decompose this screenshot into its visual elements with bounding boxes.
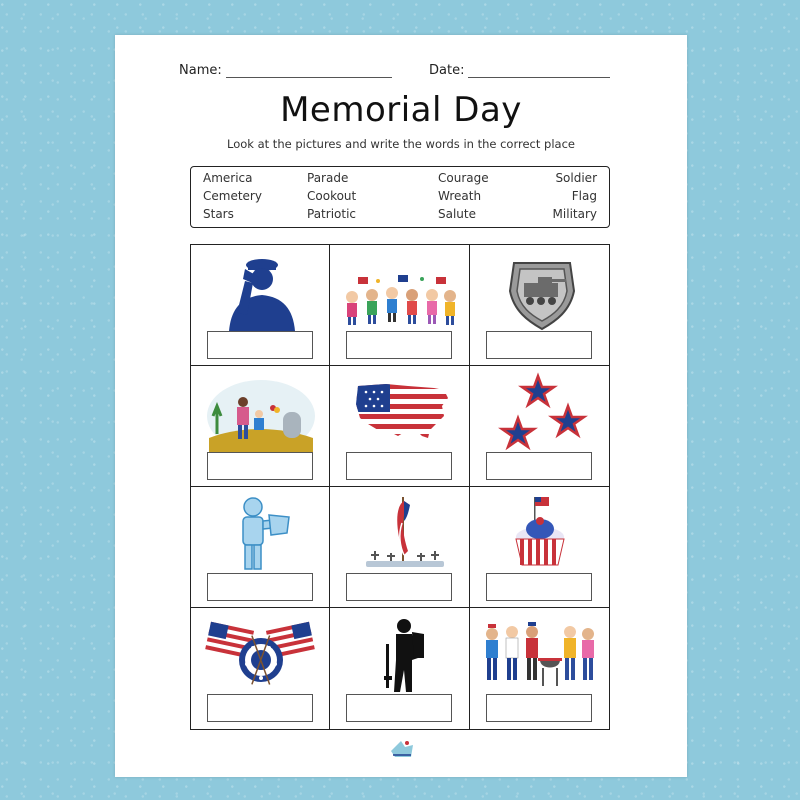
name-label: Name: [179,63,222,78]
word-bank-item: Courage [438,171,489,185]
name-field[interactable] [179,63,392,78]
courage-figure-icon [199,493,321,573]
answer-box[interactable] [207,452,313,480]
answer-box[interactable] [207,573,313,601]
date-field[interactable] [429,63,610,78]
word-bank-item: Parade [307,171,349,185]
instructions: Look at the pictures and write the words in the correct place [227,137,575,151]
patriotic-stars-icon [478,372,600,452]
word-bank-item: Stars [203,207,234,221]
picture-cell [330,245,469,366]
answer-box[interactable] [486,573,592,601]
date-label: Date: [429,63,465,78]
picture-cell [470,487,609,608]
picture-cell [330,366,469,487]
family-cookout-icon [478,614,600,694]
picture-grid [190,244,610,730]
picture-cell [191,608,330,729]
page-title: Memorial Day [280,90,522,130]
answer-box[interactable] [486,331,592,359]
picture-cell [330,608,469,729]
date-line[interactable] [468,76,610,78]
picture-cell [330,487,469,608]
picture-cell [470,366,609,487]
answer-box[interactable] [207,331,313,359]
word-bank-item: Wreath [438,189,482,203]
word-bank [190,166,610,228]
word-bank-item: America [203,171,253,185]
word-bank-item: Cookout [307,189,357,203]
picture-cell [191,245,330,366]
word-bank-item: Salute [438,207,476,221]
answer-box[interactable] [207,694,313,722]
word-bank-item: Cemetery [203,189,262,203]
name-line[interactable] [226,76,392,78]
picture-cell [470,245,609,366]
answer-box[interactable] [486,452,592,480]
answer-box[interactable] [346,452,452,480]
word-bank-item: Patriotic [307,207,357,221]
picture-cell [191,366,330,487]
word-bank-item: Military [552,207,597,221]
military-badge-icon [478,251,600,331]
picture-cell [470,608,609,729]
cemetery-visit-icon [199,372,321,452]
saluting-soldier-icon [199,251,321,331]
picture-cell [191,487,330,608]
answer-box[interactable] [486,694,592,722]
answer-box[interactable] [346,694,452,722]
children-parade-icon [338,251,460,331]
answer-box[interactable] [346,573,452,601]
crossed-flags-wreath-icon [199,614,321,694]
worksheet [115,35,687,777]
soldier-silhouette-icon [338,614,460,694]
word-bank-item: Soldier [555,171,597,185]
flag-at-graves-icon [338,493,460,573]
usa-map-flag-icon [338,372,460,452]
patriotic-cupcake-icon [478,493,600,573]
answer-box[interactable] [346,331,452,359]
word-bank-item: Flag [571,189,597,203]
brand-logo-icon [387,735,417,763]
